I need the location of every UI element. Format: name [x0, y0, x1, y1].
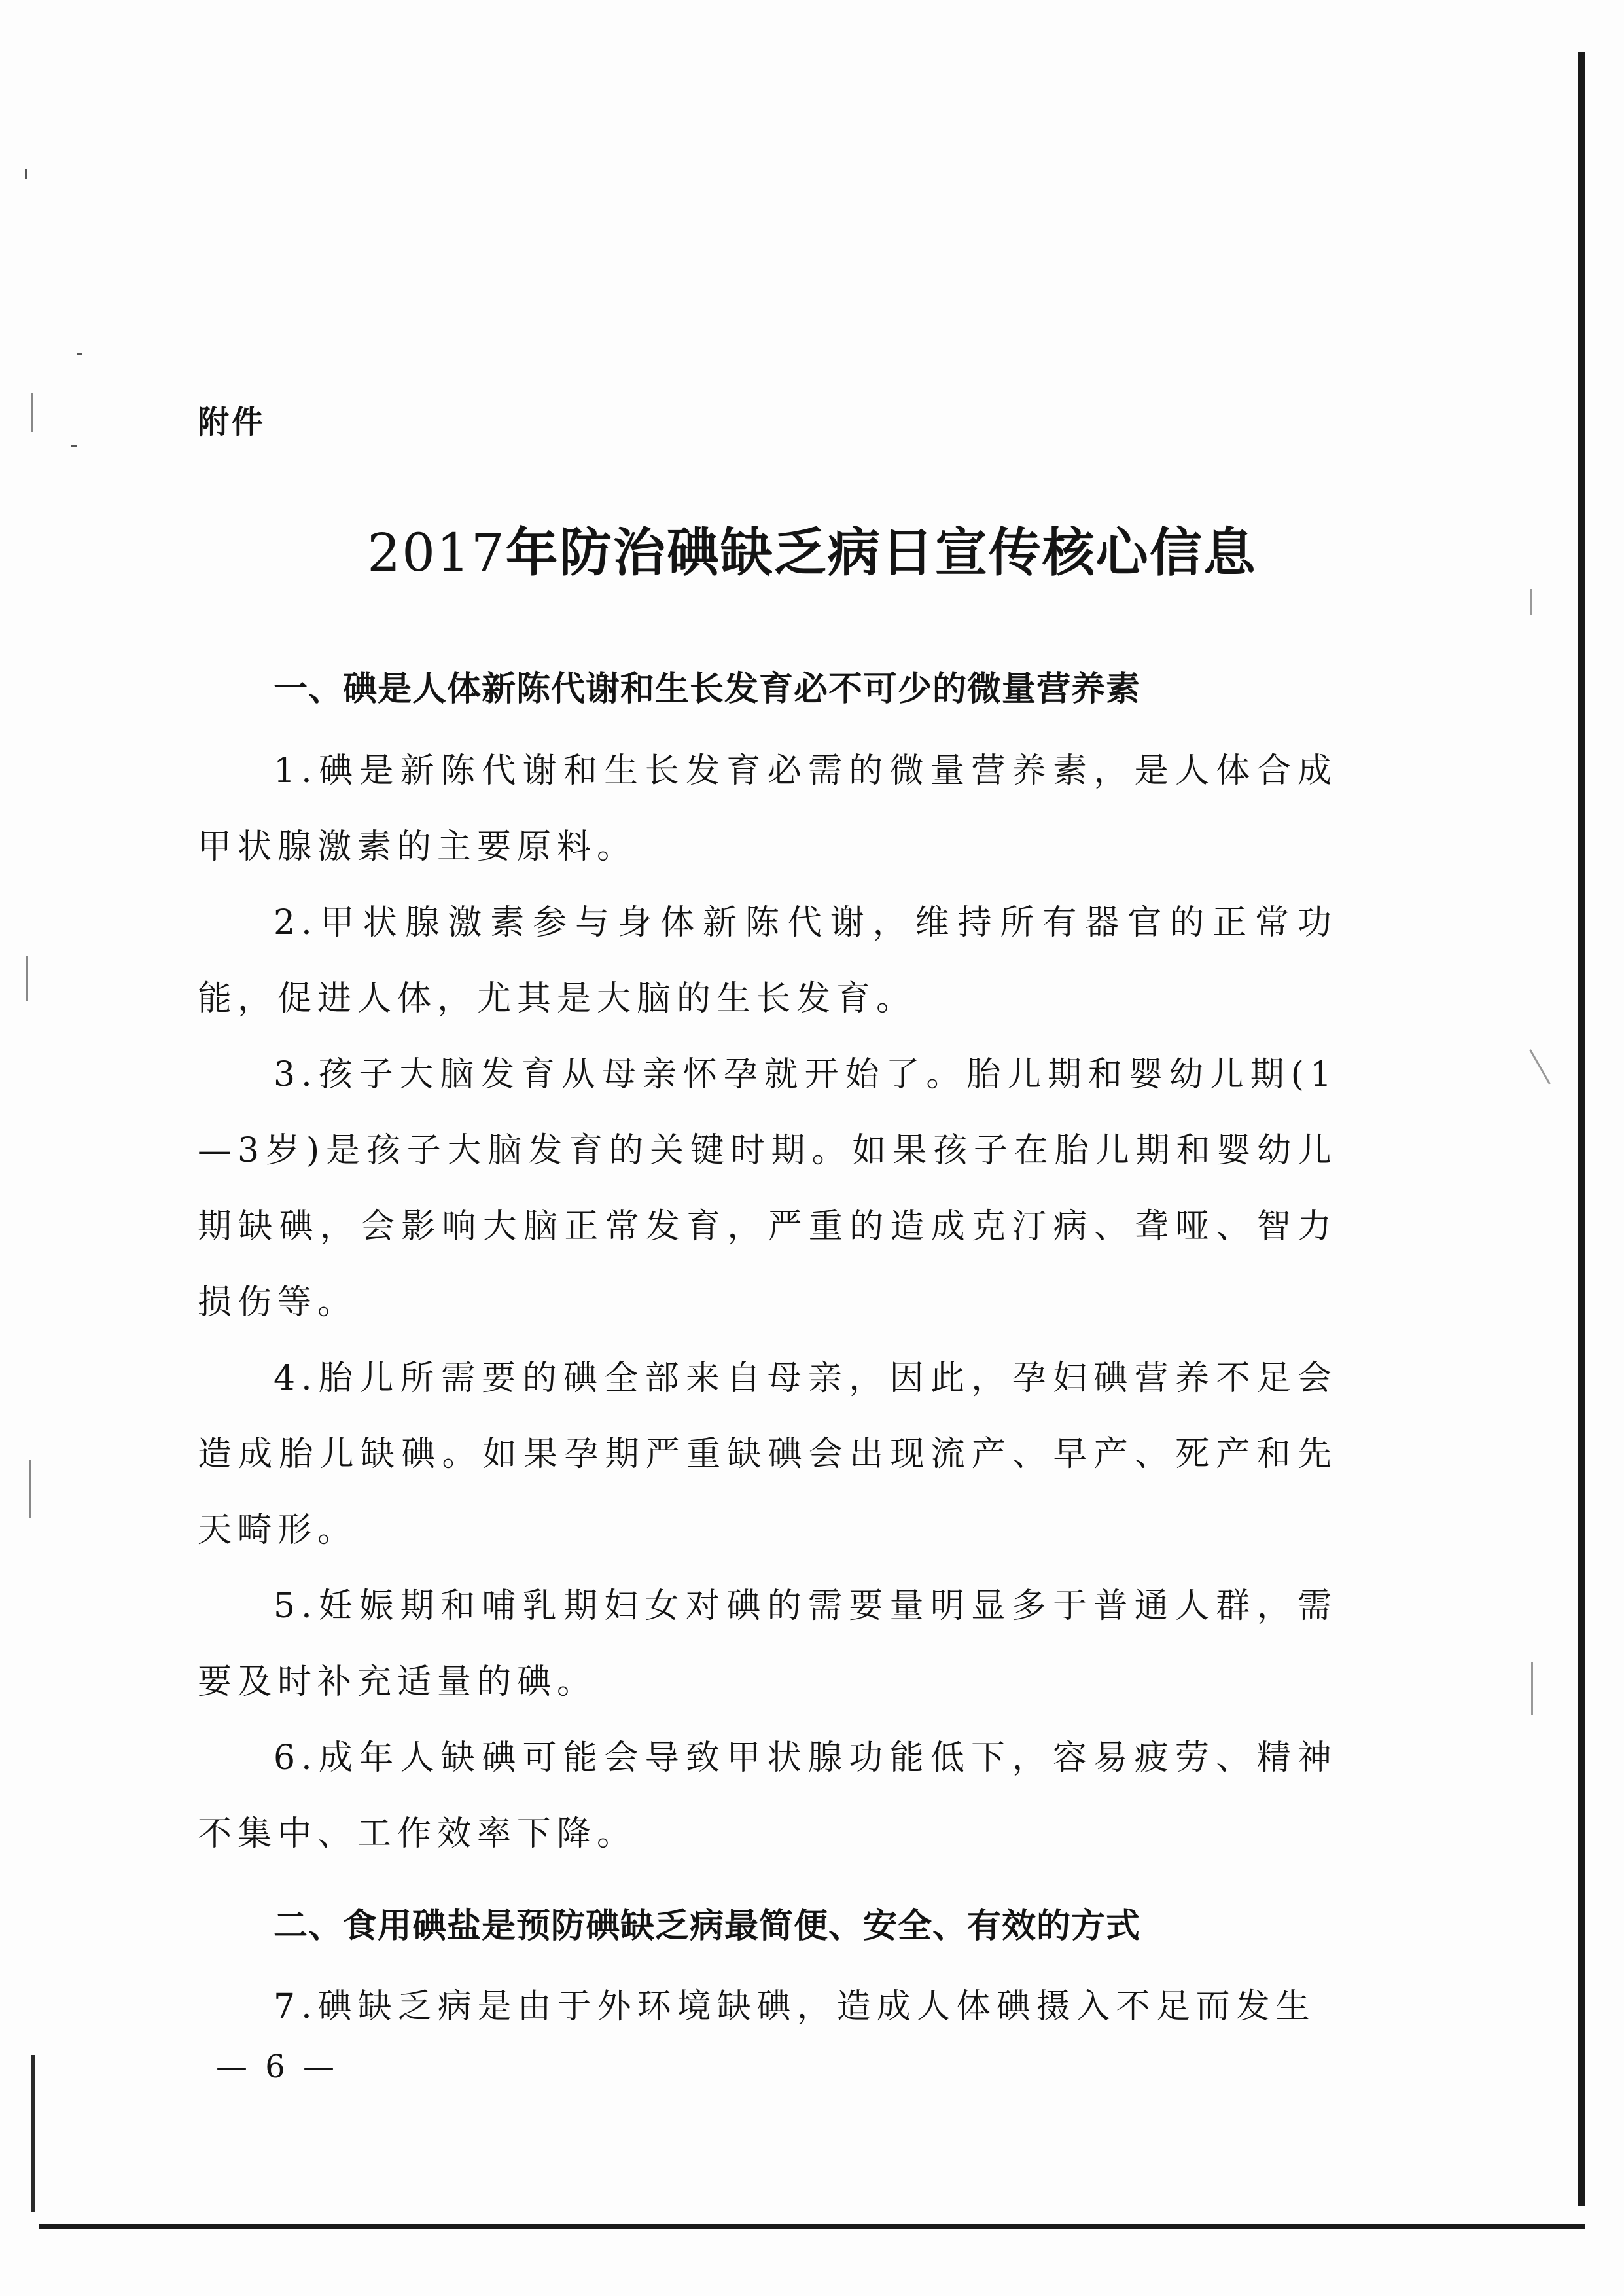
paragraph-4: 4.胎儿所需要的碘全部来自母亲，因此，孕妇碘营养不足会造成胎儿缺碘。如果孕期严重缺碘会出现流产、早产、死产和先天畸形。	[198, 1359, 1337, 1550]
scan-speck	[31, 393, 33, 432]
paragraph-3: 3.孩子大脑发育从母亲怀孕就开始了。胎儿期和婴幼儿期(1—3岁)是孩子大脑发育的关键时期。如果孩子在胎儿期和婴幼儿期缺碘，会影响大脑正常发育，严重的造成克汀病、聋哑、智力损伤等。	[198, 1055, 1337, 1322]
scan-speck	[71, 445, 77, 447]
scan-speck	[26, 956, 28, 1001]
scan-speck	[77, 353, 82, 355]
page-number: — 6 —	[216, 2049, 339, 2085]
scan-speck	[1530, 589, 1532, 615]
paragraph-7: 7.碘缺乏病是由于外环境缺碘，造成人体碘摄入不足而发生	[274, 1987, 1316, 2026]
scan-speck	[1529, 1049, 1551, 1084]
scan-edge-right	[1578, 52, 1585, 2206]
scan-edge-left	[31, 2055, 35, 2212]
attachment-label: 附件	[198, 404, 266, 440]
scan-edge-bottom	[39, 2224, 1585, 2229]
paragraph-2: 2.甲状腺激素参与身体新陈代谢，维持所有器官的正常功能，促进人体，尤其是大脑的生长发育。	[198, 903, 1337, 1018]
scan-speck	[25, 169, 27, 179]
section-heading-1: 一、碘是人体新陈代谢和生长发育必不可少的微量营养素	[274, 670, 1141, 709]
document-title	[0, 511, 1624, 586]
scan-speck	[29, 1460, 31, 1518]
paragraph-5: 5.妊娠期和哺乳期妇女对碘的需要量明显多于普通人群，需要及时补充适量的碘。	[198, 1587, 1337, 1702]
title-year: 2017	[367, 522, 506, 583]
section-heading-2: 二、食用碘盐是预防碘缺乏病最简便、安全、有效的方式	[274, 1907, 1141, 1946]
title-text: 年防治碘缺乏病日宣传核心信息	[505, 522, 1257, 583]
paragraph-1: 1.碘是新陈代谢和生长发育必需的微量营养素，是人体合成甲状腺激素的主要原料。	[198, 751, 1337, 867]
scan-speck	[1531, 1662, 1533, 1715]
paragraph-6: 6.成年人缺碘可能会导致甲状腺功能低下，容易疲劳、精神不集中、工作效率下降。	[198, 1738, 1337, 1854]
